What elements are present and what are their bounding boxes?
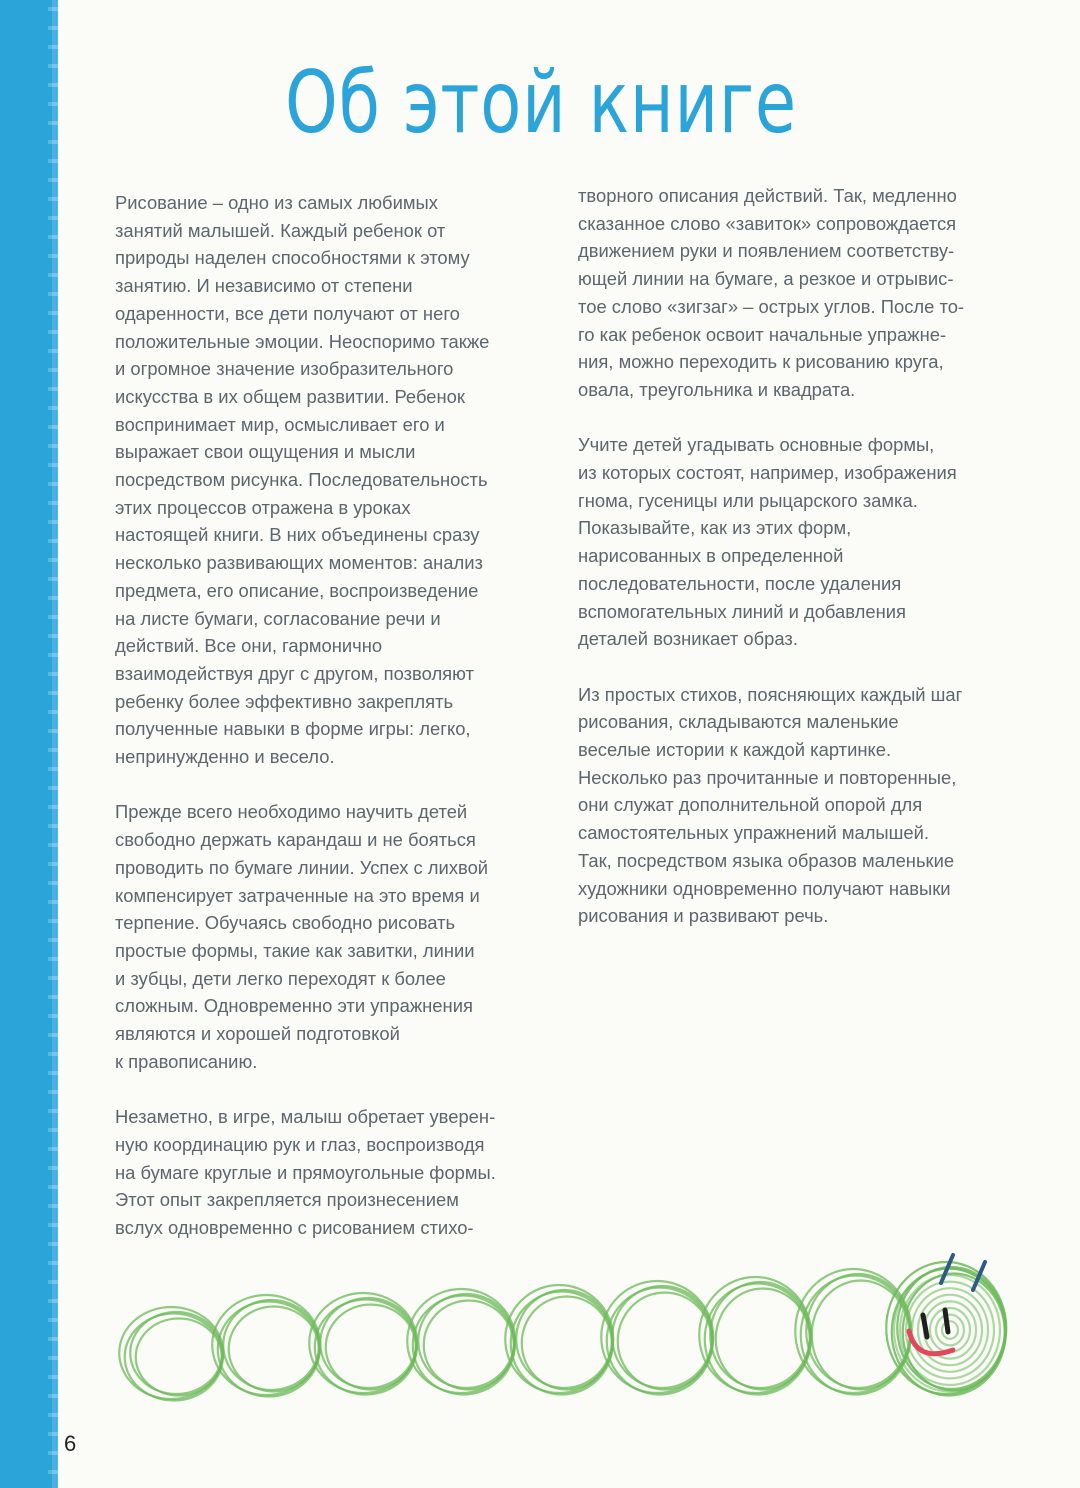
text-column-left [115, 189, 555, 1269]
caterpillar-segment-stroke [315, 1300, 417, 1395]
paragraph: Незаметно, в игре, малыш обретает уверен- ную координацию рук и глаз, воспроизводя на бумаге круглые и прямоугольные формы. Этот опыт закрепляется произнесением вслух одновременно с рисованием стихо- [115, 1106, 496, 1238]
caterpillar-segment-stroke [326, 1305, 416, 1390]
text-column-right [578, 182, 1038, 958]
caterpillar-segment-stroke [511, 1292, 613, 1395]
caterpillar-body [119, 1262, 1006, 1401]
caterpillar-segment-stroke [136, 1319, 222, 1396]
paragraph: творного описания действий. Так, медленно сказанное слово «завиток» сопровождается движением руки и появлением соответству- ющей линии на бумаге, а резкое и отрывис- тое слово «зигзаг» – острых углов. После то- го как ребенок освоит начальные упражне- ния, можно переходить к рисованию круга, овала, треугольника и квадрата. [578, 185, 965, 400]
caterpillar-segment-stroke [424, 1301, 514, 1390]
caterpillar-segment-stroke [418, 1294, 514, 1388]
page-title: Об этой книге [285, 53, 797, 153]
caterpillar-segment-stroke [229, 1307, 319, 1392]
page-number: 6 [64, 1431, 77, 1456]
paragraph: Прежде всего необходимо научить детей свободно держать карандаш и не бояться проводить по бумаге линии. Успех с лихвой компенсирует затраченные на это время и терпение. Обучаясь свободно рисовать простые формы, такие как завитки, линии и зубцы, дети легко переходят к более сложным. Одновременно эти упражнения являются и хорошей подготовкой к правописанию. [115, 801, 489, 1072]
eye-right [945, 1310, 948, 1332]
caterpillar-segment-stroke [320, 1298, 416, 1388]
paragraph: Из простых стихов, поясняющих каждый шаг рисования, складываются маленькие веселые истории к каждой картинке. Несколько раз прочитанные и повторенные, они служат дополнительной опорой для самостоятельных упражнений малышей. Так, посредством языка образов маленькие художники одновременно получают навыки рисования и развивают речь. [578, 683, 963, 927]
caterpillar-segment-stroke [223, 1300, 319, 1390]
caterpillar-segment-stroke [522, 1297, 612, 1390]
caterpillar-segment-stroke [516, 1290, 612, 1388]
paragraph: Рисование – одно из самых любимых занятий малышей. Каждый ребенок от природы наделен способностями к этому занятию. И независимо от степени одаренности, все дети получают от него положительные эмоции. Неоспоримо также и огромное значение изобразительного искусства в их общем развитии. Ребенок воспринимает мир, осмысливает его и выражает свои ощущения и мысли посредством рисунка. Последовательность этих процессов отражена в уроках настоящей книги. В них объединены сразу несколько развивающих моментов: анализ предмета, его описание, воспроизведение на листе бумаги, согласование речи и действий. Все они, гармонично взаимодействуя друг с другом, позволяют ребенку более эффективно закреплять полученные навыки в форме игры: легко, непринужденно и весело. [115, 192, 490, 768]
caterpillar-segment-stroke [218, 1302, 320, 1397]
caterpillar-segment-stroke [413, 1296, 515, 1395]
caterpillar-illustration [105, 1235, 1025, 1425]
paragraph: Учите детей угадывать основные формы, из которых состоят, например, изображения гнома, гусеницы или рыцарского замка. Показывайте, как из этих форм, нарисованных в определенной последовательности, после удаления вспомогательных линий и добавления деталей возникает образ. [578, 434, 957, 650]
caterpillar-segment-stroke [612, 1286, 712, 1388]
left-decorative-bar [0, 0, 52, 1488]
caterpillar-segment-stroke [125, 1314, 223, 1401]
caterpillar-segment-stroke [618, 1293, 712, 1390]
caterpillar-segment-stroke [607, 1288, 713, 1395]
caterpillar-segment-stroke [130, 1312, 222, 1394]
